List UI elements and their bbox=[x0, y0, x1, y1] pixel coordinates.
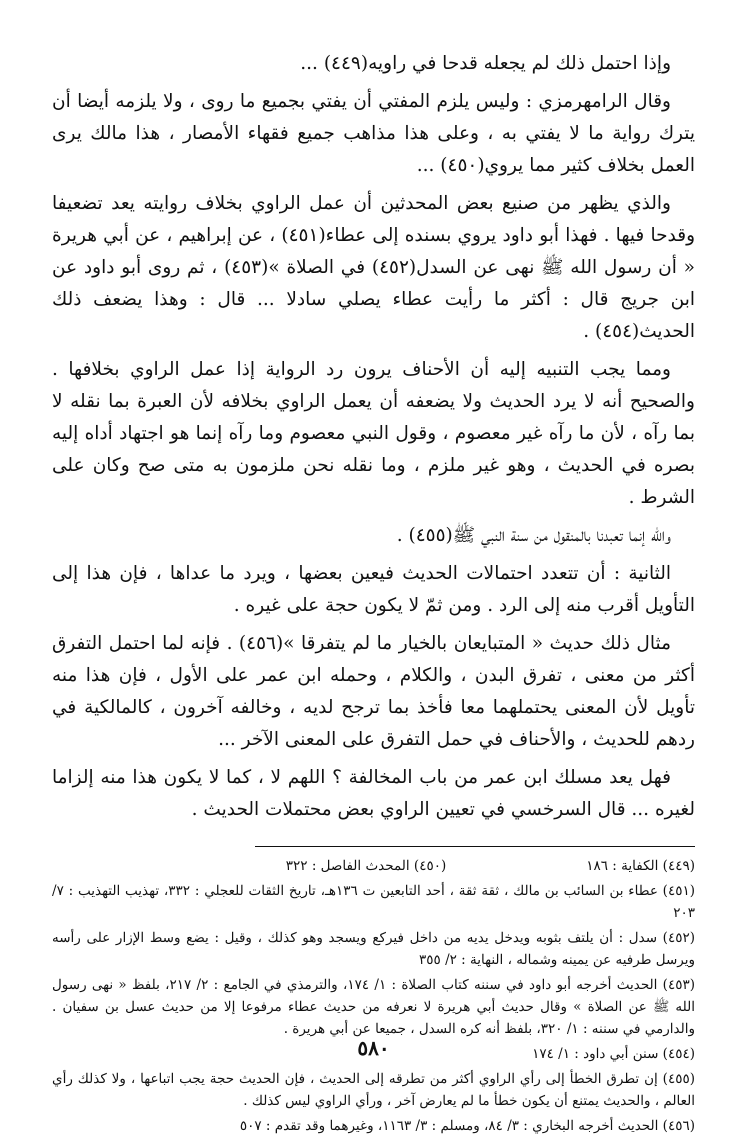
paragraph-5: والله إنما تعبدنا بالمنقول من سنة النبي ﷺ(٤٥٥) . bbox=[396, 525, 671, 546]
footnote-450: (٤٥٠) المحدث الفاصل : ٣٢٢ bbox=[285, 858, 447, 874]
paragraph-6: الثانية : أن تتعدد احتمالات الحديث فيعين بعضها ، ويرد ما عداها ، فإن هذا إلى التأويل أقرب منه إلى الرد . ومن ثمّ لا يكون حجة على غيره . bbox=[52, 563, 695, 616]
page-number: ٥٨٠ bbox=[357, 1036, 390, 1060]
footnote-456: (٤٥٦) الحديث أخرجه البخاري : ٣/ ٨٤، ومسلم : ٣/ ١١٦٣، وغيرهما وقد تقدم : ٥٠٧ bbox=[239, 1118, 695, 1134]
paragraph-1: وإذا احتمل ذلك لم يجعله قدحا في راويه(٤٤٩) ... bbox=[300, 53, 671, 74]
footnote-452: (٤٥٢) سدل : أن يلتف بثوبه ويدخل يديه من داخل فيركع ويسجد وهو كذلك ، وقيل : يضع وسط الإزار على رأسه ويرسل طرفيه عن يمينه وشماله ، النهاية : ٢/ ٣٥٥ bbox=[52, 930, 695, 968]
footnote-pair bbox=[52, 855, 695, 877]
document-page bbox=[52, 48, 696, 1134]
footnote-449: (٤٤٩) الكفاية : ١٨٦ bbox=[586, 858, 695, 874]
footnote-451: (٤٥١) عطاء بن السائب بن مالك ، ثقة ثقة ، أحد التابعين ت ١٣٦هـ، تاريخ الثقات للعجلي : ٣٣٢، تهذيب التهذيب : ٧/ ٢٠٣ bbox=[52, 883, 695, 921]
paragraph-2: وقال الرامهرمزي : وليس يلزم المفتي أن يفتي بجميع ما روى ، ولا يلزمه أيضا أن يترك رواية ما لا يفتي به ، وعلى هذا مذاهب جميع فقهاء الأمصار ، هذا مالك يرى العمل بخلاف كثير مما يروي(٤٥٠) ... bbox=[52, 91, 695, 176]
footnote-455: (٤٥٥) إن تطرق الخطأ إلى رأي الراوي أكثر من تطرقه إلى الحديث ، فإن الحديث حجة يجب اتباعها ، ولا كذلك رأي العالم ، والحديث يمتنع أن يكون خطأ ما لم يعارض آخر ، ورأي الراوي ليس كذلك . bbox=[52, 1071, 695, 1109]
main-text bbox=[52, 48, 695, 826]
footnote-separator bbox=[255, 846, 695, 847]
paragraph-4: ومما يجب التنبيه إليه أن الأحناف يرون رد الرواية إذا عمل الراوي بخلافها . والصحيح أنه لا يرد الحديث ولا يضعفه أن يعمل الراوي بخلافه لأن العبرة بما نقله لا بما رآه ، لأن ما رآه غير معصوم ، وقول النبي معصوم وما رآه إنما هو اجتهاد أداه إليه بصره في الحديث ، وهو غير ملزم ، وما نقله نحن ملزمون به متى صح وكان على الشرط . bbox=[52, 359, 695, 508]
footnote-453: (٤٥٣) الحديث أخرجه أبو داود في سننه كتاب الصلاة : ١/ ١٧٤، والترمذي في الجامع : ٢/ ٢١٧، بلفظ « نهى رسول الله ﷺ عن الصلاة » وقال حديث أبي هريرة لا نعرفه من حديث عطاء مرفوعا إلا من حديث عسل بن سفيان . والدارمي في سننه : ١/ ٣٢٠، بلفظ أنه كره السدل ، جميعا عن أبي هريرة . bbox=[52, 977, 695, 1037]
paragraph-3: والذي يظهر من صنيع بعض المحدثين أن عمل الراوي بخلاف روايته يعد تضعيفا وقدحا فيها . فهذا أبو داود يروي بسنده إلى عطاء(٤٥١) ، عن إبراهيم ، عن أبي هريرة « أن رسول الله ﷺ نهى عن السدل(٤٥٢) في الصلاة »(٤٥٣) ، ثم روى أبو داود عن ابن جريج قال : أكثر ما رأيت عطاء يصلي سادلا ... قال : وهذا يضعف ذلك الحديث(٤٥٤) . bbox=[52, 193, 696, 342]
footnote-separator-wrap bbox=[52, 832, 695, 855]
paragraph-7: مثال ذلك حديث « المتبايعان بالخيار ما لم يتفرقا »(٤٥٦) . فإنه لما احتمل التفرق أكثر من معنى ، تفرق البدن ، والكلام ، وحمله ابن عمر على الأول ، فإن هذا منه تأويل لأن المعنى يحتملهما معا فأخذ بما ترجح لديه ، وخالفه آخرون ، كالمالكية في ردهم للحديث ، والأحناف في حمل التفرق على المعنى الآخر ... bbox=[52, 633, 695, 750]
paragraph-8: فهل يعد مسلك ابن عمر من باب المخالفة ؟ اللهم لا ، كما لا يكون هذا منه إلزاما لغيره ... قال السرخسي في تعيين الراوي بعض محتملات الحديث . bbox=[52, 767, 695, 820]
footnote-454: (٤٥٤) سنن أبي داود : ١/ ١٧٤ bbox=[532, 1046, 695, 1062]
footnotes bbox=[52, 855, 695, 1137]
